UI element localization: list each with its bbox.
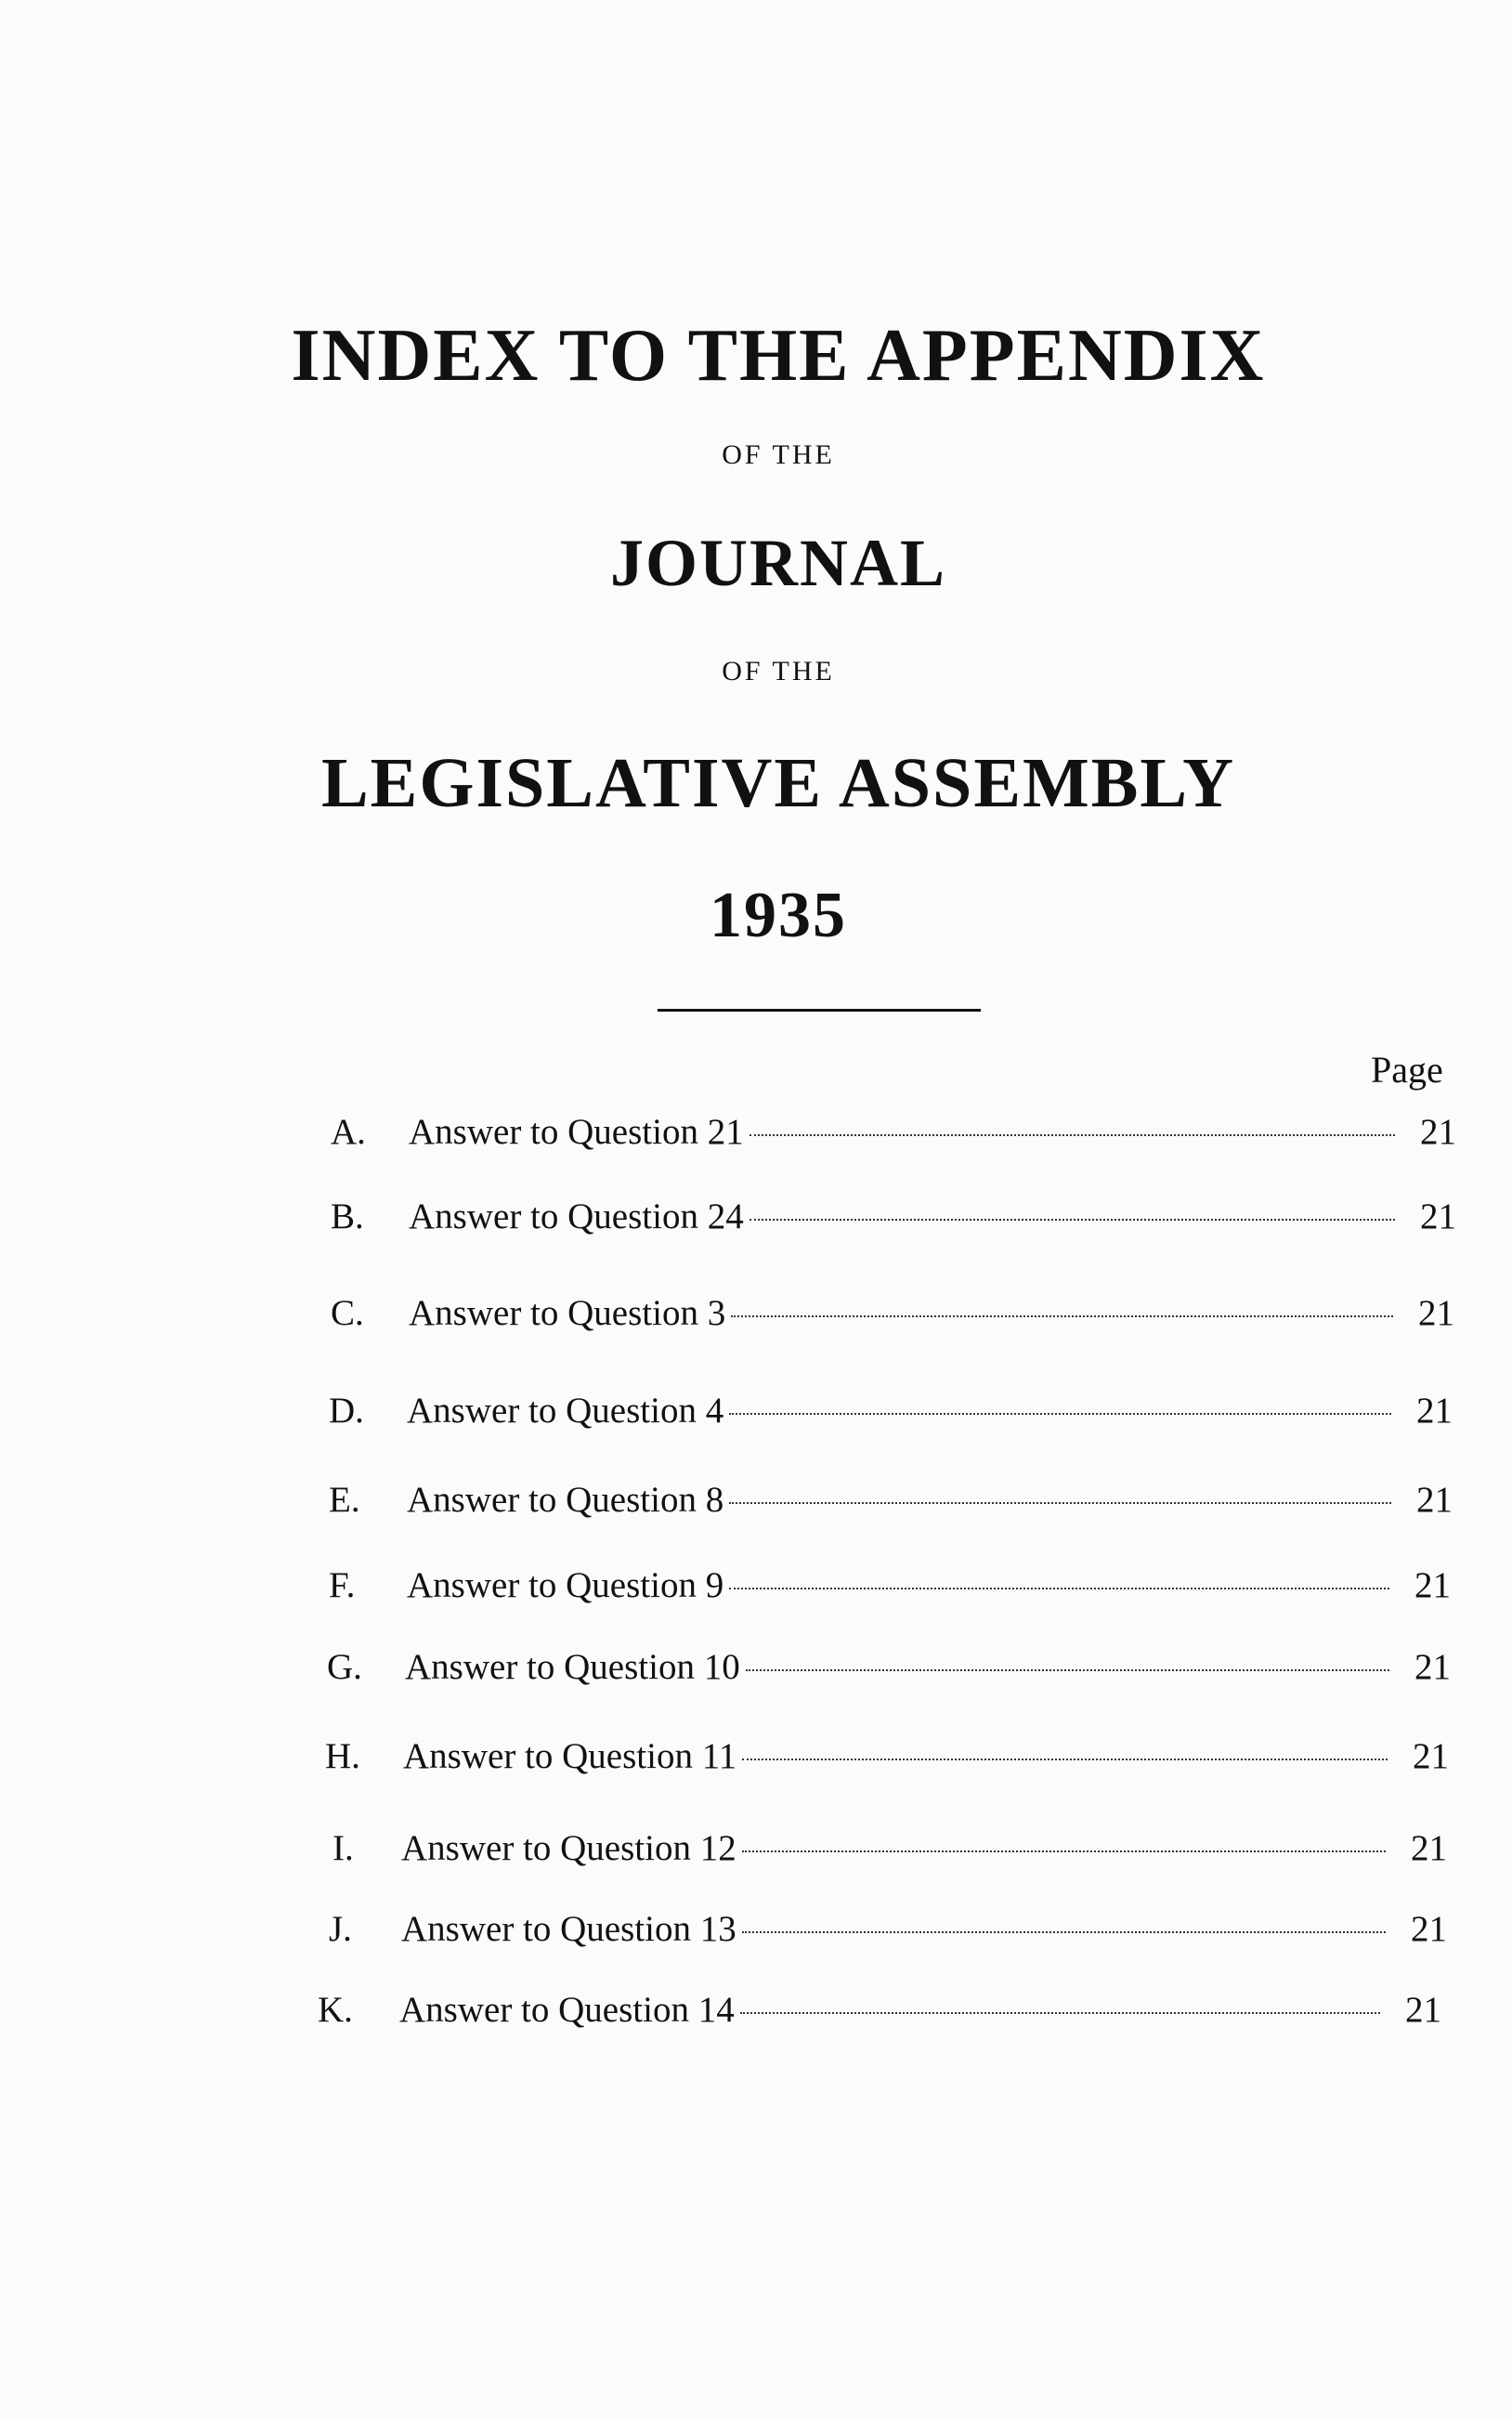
- dot-leader: [742, 1850, 1386, 1852]
- entry-text: Answer to Question 13: [401, 1909, 736, 1949]
- entry-page: 21: [1420, 1196, 1456, 1236]
- subtitle-of-the-2: OF THE: [722, 656, 835, 686]
- entry-letter: D.: [329, 1391, 364, 1431]
- entry-page: 21: [1405, 1990, 1441, 2030]
- list-item: [325, 1735, 1449, 1782]
- dot-leader: [749, 1134, 1395, 1136]
- list-item: [329, 1390, 1453, 1436]
- entry-text: Answer to Question 12: [401, 1828, 736, 1868]
- year-heading: 1935: [710, 880, 847, 951]
- dot-leader: [731, 1315, 1393, 1317]
- dot-leader: [742, 1759, 1388, 1760]
- entry-page: 21: [1416, 1480, 1453, 1520]
- list-item: [329, 1908, 1447, 1955]
- entry-page: 21: [1416, 1391, 1453, 1431]
- entry-text: Answer to Question 11: [403, 1736, 737, 1776]
- entry-page: 21: [1414, 1647, 1451, 1687]
- entry-text: Answer to Question 21: [409, 1112, 744, 1152]
- entry-letter: F.: [329, 1565, 356, 1605]
- dot-leader: [749, 1219, 1395, 1221]
- list-item: [329, 1564, 1451, 1611]
- journal-heading: JOURNAL: [609, 526, 946, 600]
- dot-leader: [742, 1931, 1386, 1933]
- list-item: [329, 1479, 1453, 1525]
- entry-text: Answer to Question 14: [399, 1990, 735, 2030]
- subtitle-of-the-1: OF THE: [722, 439, 835, 470]
- entry-page: 21: [1411, 1828, 1447, 1868]
- dot-leader: [740, 2012, 1380, 2014]
- list-item: [318, 1989, 1441, 2035]
- dot-leader: [729, 1588, 1389, 1589]
- divider-rule: [658, 1009, 981, 1012]
- assembly-heading: LEGISLATIVE ASSEMBLY: [320, 744, 1236, 822]
- page-column-label: Page: [1371, 1049, 1443, 1091]
- entry-text: Answer to Question 9: [407, 1565, 724, 1605]
- entry-letter: C.: [331, 1293, 364, 1333]
- entry-letter: B.: [331, 1196, 364, 1236]
- entry-page: 21: [1414, 1565, 1451, 1605]
- entry-text: Answer to Question 8: [407, 1480, 724, 1520]
- entry-page: 21: [1413, 1736, 1449, 1776]
- entry-page: 21: [1420, 1112, 1456, 1152]
- entry-page: 21: [1418, 1293, 1454, 1333]
- entry-letter: G.: [327, 1647, 362, 1687]
- dot-leader: [729, 1502, 1391, 1504]
- entry-letter: J.: [329, 1909, 352, 1949]
- page-title: INDEX TO THE APPENDIX: [291, 315, 1266, 397]
- entry-letter: K.: [318, 1990, 353, 2030]
- dot-leader: [746, 1669, 1389, 1671]
- entry-letter: A.: [331, 1112, 366, 1152]
- dot-leader: [729, 1413, 1391, 1415]
- entry-page: 21: [1411, 1909, 1447, 1949]
- entry-letter: I.: [332, 1828, 354, 1868]
- list-item: [331, 1111, 1456, 1157]
- list-item: [331, 1196, 1456, 1242]
- entry-text: Answer to Question 24: [409, 1196, 744, 1236]
- list-item: [332, 1827, 1447, 1874]
- entry-text: Answer to Question 10: [405, 1647, 740, 1687]
- entry-text: Answer to Question 3: [409, 1293, 726, 1333]
- entry-letter: H.: [325, 1736, 360, 1776]
- entry-letter: E.: [329, 1480, 360, 1520]
- list-item: [327, 1646, 1451, 1693]
- list-item: [331, 1292, 1454, 1339]
- entry-text: Answer to Question 4: [407, 1391, 724, 1431]
